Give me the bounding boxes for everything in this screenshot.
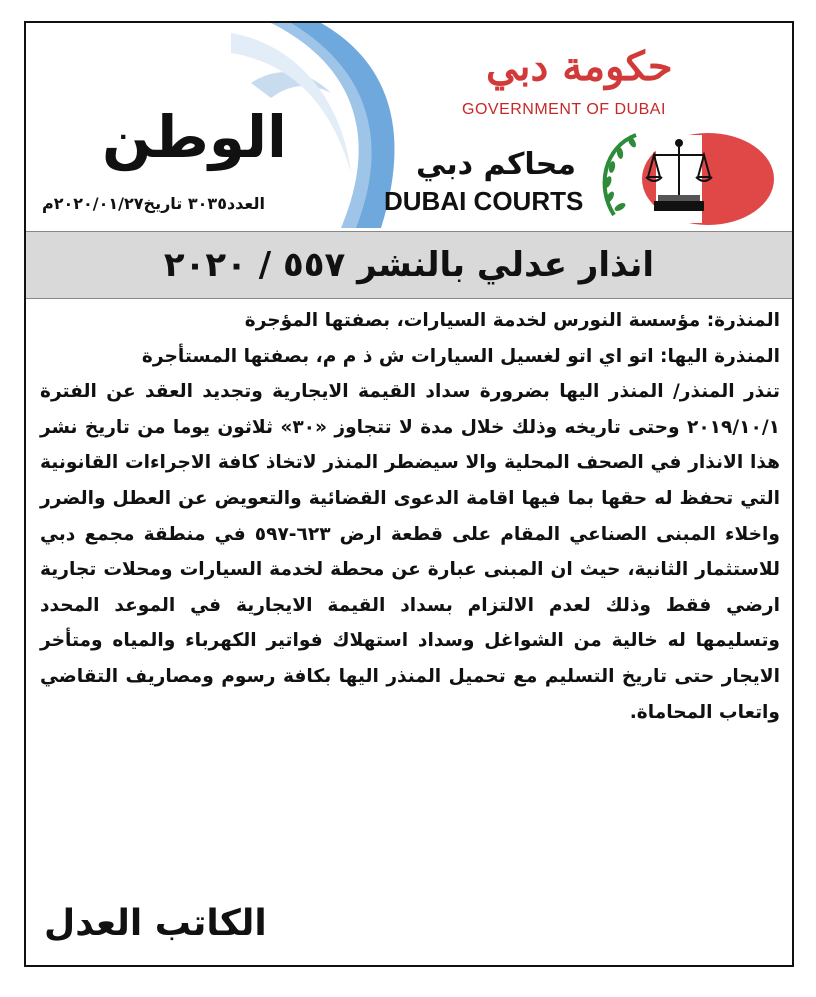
alwatan-logo: الوطن [102,103,287,171]
gov-name-en: GOVERNMENT OF DUBAI [462,101,666,118]
warner-line: المنذرة: مؤسسة النورس لخدمة السيارات، بصفتها المؤجرة [244,310,780,331]
warned-line: المنذرة اليها: اتو اي اتو لغسيل السيارات ش ذ م م، بصفتها المستأجرة [141,345,780,367]
dubai-courts-emblem-icon [596,127,776,229]
courts-name-ar: محاكم دبي [416,147,576,182]
courts-name-en: DUBAI COURTS [384,186,584,216]
issue-line: العدد٣٠٣٥ تاريخ٢٠٢٠/٠١/٢٧م [42,194,265,213]
gov-name-ar: حكومة دبي [486,43,673,90]
title-bar [26,231,792,299]
notice-title: انذار عدلي بالنشر ٥٥٧ / ٢٠٢٠ [163,245,655,285]
notice-paragraph: تنذر المنذر/ المنذر اليها بضرورة سداد القيمة الايجارية وتجديد العقد عن الفترة ٢٠١٩/١٠/١ وحتى تاريخه وذلك خلال مدة لا تتجاوز «٣٠» ثلاثون يوما من تاريخ نشر هذا الانذار في الصحف المحلية والا سيضطر المنذر لاتخاذ كافة الاجراءات القانونية التي تحفظ له حقها بما فيها اقامة الدعوى القضائية والتعويض عن العطل والضرر واخلاء المبنى الصناعي المقام على قطعة ارض ٦٢٣-٥٩٧ في منطقة مجمع دبي للاستثمار الثانية، حيث ان المبنى عبارة عن محطة لخدمة السيارات ومحلات تجارية ارضي فقط وذلك لعدم الالتزام بسداد القيمة الايجارية في الموعد المحدد وتسليمها له خالية من الشواغل وسداد استهلاك فواتير الكهرباء والمياه ومتأخر الايجار حتى تاريخ التسليم مع تحميل المنذر اليها بكافة رسوم ومصاريف التقاضي واتعاب المحاماة. [40,381,780,723]
notice-frame [24,21,794,967]
header [26,23,792,231]
notice-body [40,303,780,730]
signature: الكاتب العدل [44,903,267,944]
